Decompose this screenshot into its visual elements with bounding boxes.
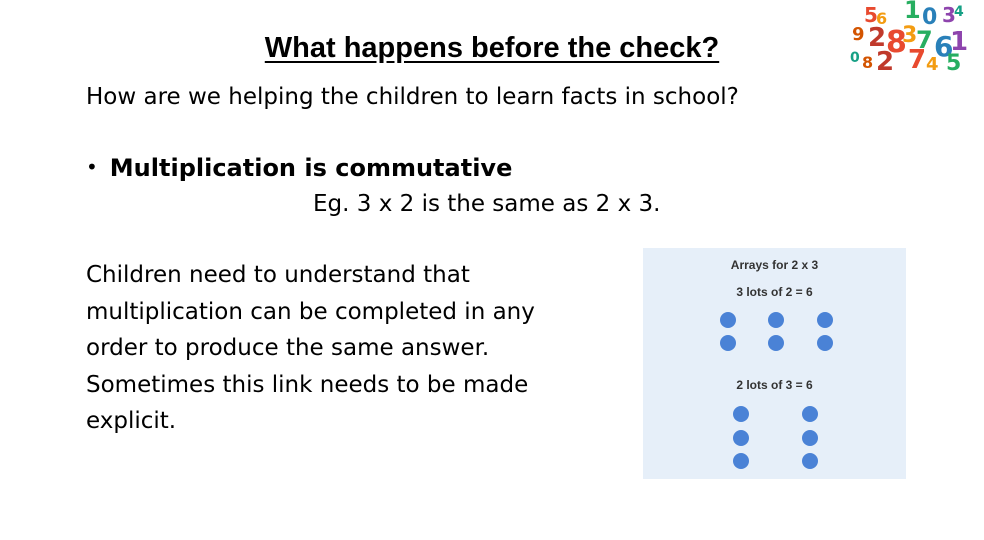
slide-subtitle: How are we helping the children to learn facts in school?	[86, 84, 739, 110]
logo-digit: 9	[852, 24, 865, 45]
slide-title: What happens before the check?	[264, 32, 720, 64]
logo-digit: 8	[886, 25, 907, 60]
paragraph-line: order to produce the same answer.	[86, 335, 490, 361]
logo-digit: 6	[934, 30, 954, 63]
array-dot	[817, 335, 833, 351]
bullet-dot-icon: •	[86, 155, 98, 179]
example-text: Eg. 3 x 2 is the same as 2 x 3.	[313, 191, 661, 217]
logo-digit: 7	[916, 26, 933, 54]
logo-digit: 3	[902, 23, 918, 48]
arrays-illustration	[643, 248, 906, 479]
array-dot	[720, 312, 736, 328]
logo-digit: 0	[850, 50, 860, 66]
array-dot	[802, 406, 818, 422]
logo-digit: 4	[954, 4, 964, 20]
logo-digit: 3	[942, 3, 956, 27]
logo-digit: 2	[868, 23, 887, 53]
logo-digit: 5	[864, 3, 878, 27]
array-dot	[768, 312, 784, 328]
array-dot	[817, 312, 833, 328]
logo-digit: 7	[908, 45, 927, 75]
logo-digit: 4	[926, 54, 939, 75]
array-dot	[733, 406, 749, 422]
array-dot	[733, 453, 749, 469]
logo-digit: 1	[950, 27, 969, 57]
paragraph-line: explicit.	[86, 408, 177, 434]
logo-digit: 5	[946, 51, 962, 76]
array-dot	[733, 430, 749, 446]
arrays-title: Arrays for 2 x 3	[730, 258, 819, 272]
paragraph-line: multiplication can be completed in any	[86, 298, 535, 325]
logo-digit: 2	[876, 47, 895, 77]
array-dot	[802, 430, 818, 446]
logo-digit: 8	[862, 53, 874, 72]
logo-digit: 1	[904, 0, 921, 24]
logo-digit: 0	[922, 5, 938, 30]
arrays-label-3-lots: 3 lots of 2 = 6	[736, 285, 813, 299]
numbers-logo-icon	[846, 0, 969, 77]
bullet-text: Multiplication is commutative	[109, 154, 513, 182]
paragraph-line: Sometimes this link needs to be made	[86, 371, 529, 398]
array-dot	[768, 335, 784, 351]
arrays-label-2-lots: 2 lots of 3 = 6	[736, 378, 813, 392]
logo-digit: 6	[876, 9, 888, 28]
array-dot	[802, 453, 818, 469]
explanation-paragraph	[86, 257, 626, 440]
array-dot	[720, 335, 736, 351]
paragraph-line: Children need to understand that	[86, 262, 470, 288]
bullet-point	[86, 154, 512, 182]
